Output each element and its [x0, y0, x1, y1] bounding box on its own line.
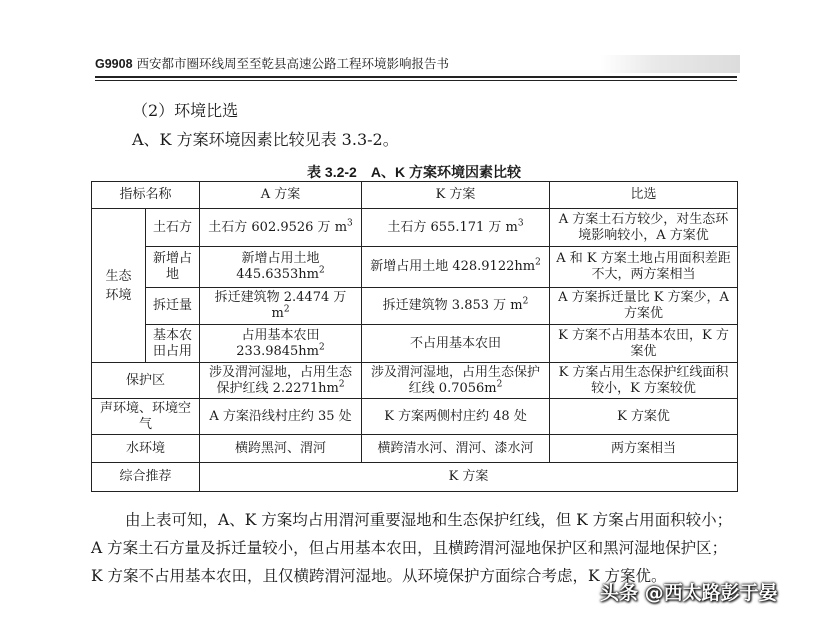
cell-a: 土石方 602.9526 万 $m^3$ — [200, 209, 362, 247]
table-row — [92, 435, 738, 463]
report-code: G9908 — [95, 57, 133, 71]
cell-a: 占用基本农田 $233.9845hm^2$ — [200, 325, 362, 363]
table-row — [92, 363, 738, 399]
row-name: 保护区 — [92, 363, 200, 399]
eco-group-label: 生态环境 — [105, 268, 132, 303]
cell-k: 不占用基本农田 — [362, 325, 550, 363]
header-fade — [600, 55, 740, 73]
row-name: 基本农田占用 — [146, 325, 200, 363]
header-rule — [95, 76, 737, 78]
row-name: 水环境 — [92, 435, 200, 463]
summary-row — [92, 463, 738, 492]
cell-k: K 方案两侧村庄约 48 处 — [362, 399, 550, 435]
table-header-row — [92, 182, 738, 209]
table-row — [92, 209, 738, 247]
cell-a: 拆迁建筑物 2.4474 万 $m^2$ — [200, 288, 362, 325]
cell-cmp: K 方案占用生态保护红线面积较小，K 方案较优 — [550, 363, 738, 399]
section-title: （2）环境比选 — [132, 101, 239, 120]
cell-k: 横跨清水河、渭河、漆水河 — [362, 435, 550, 463]
cell-k: 涉及渭河湿地，占用生态保护红线 $0.7056m^2$ — [362, 363, 550, 399]
cell-a: 横跨黑河、渭河 — [200, 435, 362, 463]
header-a: A 方案 — [200, 182, 362, 209]
cell-a: 新增占用土地 $445.6353hm^2$ — [200, 247, 362, 288]
cell-cmp: A 方案土石方较少，对生态环境影响较小，A 方案优 — [550, 209, 738, 247]
table-row — [92, 399, 738, 435]
table-row — [92, 247, 738, 288]
row-name: 土石方 — [146, 209, 200, 247]
cell-cmp: 两方案相当 — [550, 435, 738, 463]
header-indicator: 指标名称 — [92, 182, 200, 209]
report-title: 西安都市圈环线周至至乾县高速公路工程环境影响报告书 — [136, 56, 450, 71]
cell-k: 拆迁建筑物 3.853 万 $m^2$ — [362, 288, 550, 325]
row-name: 拆迁量 — [146, 288, 200, 325]
watermark: 头条 @西太路彭于晏 — [600, 582, 778, 604]
summary-value: K 方案 — [200, 463, 738, 492]
eco-group-cell — [92, 209, 146, 363]
row-name: 新增占地 — [146, 247, 200, 288]
header-cmp: 比选 — [550, 182, 738, 209]
table-caption: 表 3.2-2 A、K 方案环境因素比较 — [307, 164, 521, 180]
cell-cmp: K 方案优 — [550, 399, 738, 435]
header-k: K 方案 — [362, 182, 550, 209]
cell-k: 土石方 655.171 万 $m^3$ — [362, 209, 550, 247]
cell-k: 新增占用土地 $428.9122hm^2$ — [362, 247, 550, 288]
intro-text: A、K 方案环境因素比较见表 3.3-2。 — [132, 130, 399, 149]
cell-cmp: K 方案不占用基本农田，K 方案优 — [550, 325, 738, 363]
row-name: 声环境、环境空气 — [92, 399, 200, 435]
cell-a: A 方案沿线村庄约 35 处 — [200, 399, 362, 435]
header-rule-thin — [95, 80, 737, 81]
cell-cmp: A 方案拆迁量比 K 方案少，A 方案优 — [550, 288, 738, 325]
comparison-table — [91, 181, 738, 492]
cell-a: 涉及渭河湿地，占用生态保护红线 $2.2271hm^2$ — [200, 363, 362, 399]
table-row — [92, 288, 738, 325]
conclusion-paragraph: 由上表可知，A、K 方案均占用渭河重要湿地和生态保护红线，但 K 方案占用面积较小；A 方案土石方量及拆迁量较小，但占用基本农田，且横跨渭河湿地保护区和黑河湿地保护区；K 方案不占用基本农田，且仅横跨渭河湿地。从环境保护方面综合考虑，K 方案优。 — [91, 511, 733, 585]
cell-cmp: A 和 K 方案土地占用面积差距不大，两方案相当 — [550, 247, 738, 288]
table-row — [92, 325, 738, 363]
summary-label: 综合推荐 — [92, 463, 200, 492]
